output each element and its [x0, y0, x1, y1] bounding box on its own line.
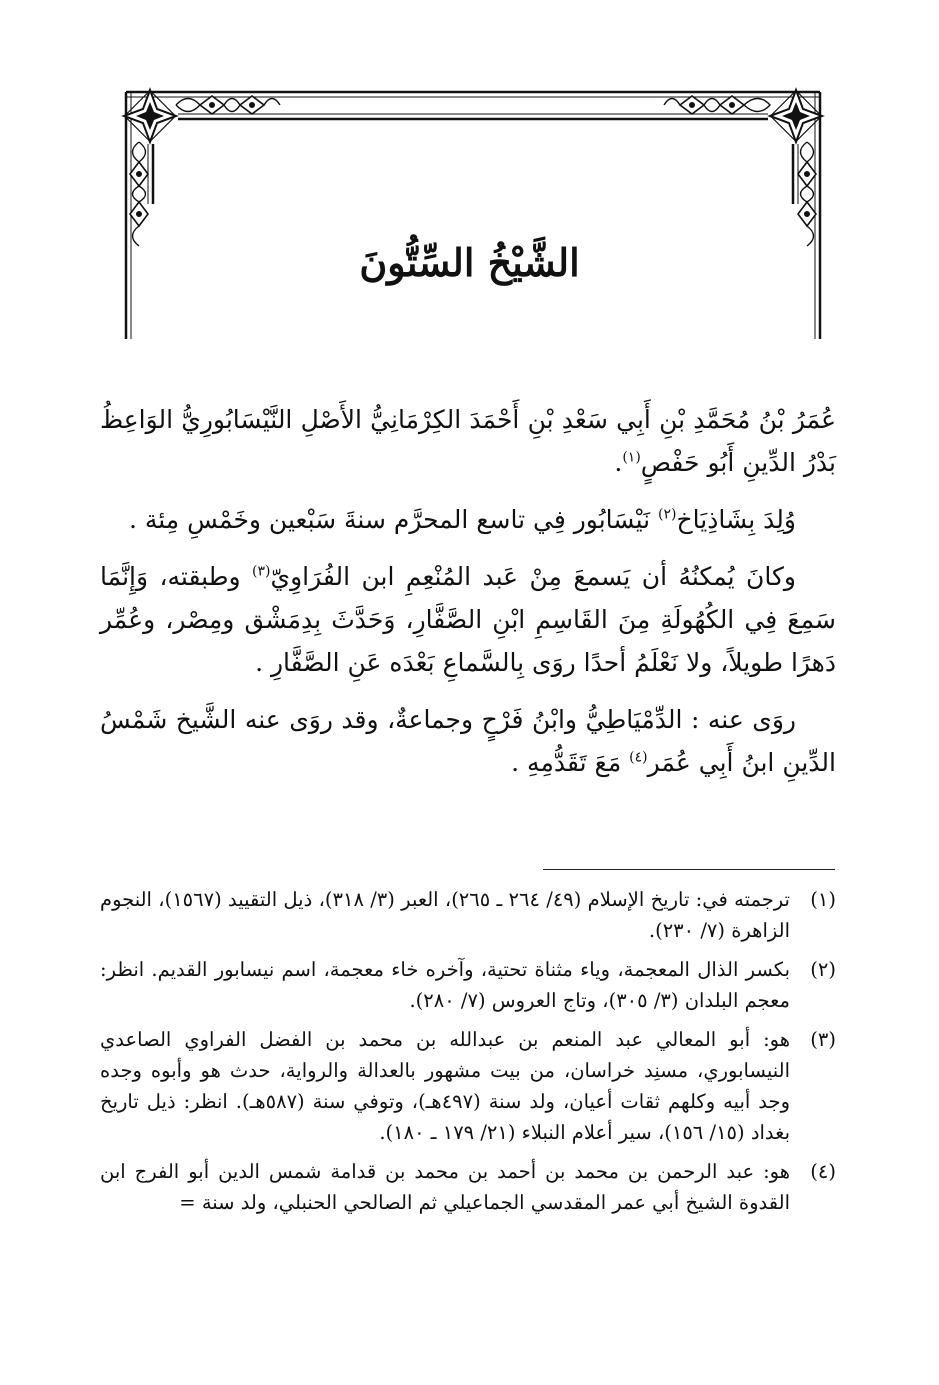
footnote-1	[100, 884, 836, 946]
paragraph-4	[100, 698, 836, 784]
paragraph-text: وُلِدَ بِشَاذِيَاخ	[676, 505, 796, 534]
paragraph-text: عُمَرُ بْنُ مُحَمَّدِ بْنِ أَبِي سَعْدِ بْنِ أَحْمَدَ الكِرْمَانِيُّ الأَصْلِ النَّيْسَابُورِيُّ الوَاعِظُ بَدْرُ الدِّينِ أَبُو حَفْصٍ	[100, 405, 836, 477]
footnote-ref: (٣)	[252, 563, 271, 580]
footnotes	[100, 884, 836, 1226]
ornamental-header-frame	[118, 84, 828, 344]
paragraph-1	[100, 398, 836, 484]
footnote-number: (٤)	[810, 1160, 836, 1183]
footnote-ref: (٤)	[629, 749, 648, 766]
footnote-2	[100, 954, 836, 1016]
footnote-3	[100, 1024, 836, 1148]
footnote-number: (٣)	[810, 1028, 836, 1051]
footnote-ref: (١)	[622, 449, 641, 466]
footnote-4	[100, 1156, 836, 1218]
paragraph-text: نَيْسَابُور فِي تاسع المحرَّم سنةَ سَبْعين وخَمْسِ مِئة .	[128, 505, 659, 534]
paragraph-text: .	[614, 448, 623, 477]
footnote-ref: (٢)	[658, 506, 677, 523]
main-text	[100, 398, 836, 798]
paragraph-text: وكانَ يُمكنُهُ أن يَسمعَ مِنْ عَبد المُنْعِمِ ابن الفُرَاوِيّ	[270, 562, 796, 591]
ornament-border-icon	[118, 84, 828, 344]
paragraph-text: وطبقته، وَإِنَّمَا سَمِعَ فِي الكُهُولَةِ مِنَ القَاسِمِ ابْنِ الصَّفَّارِ، وَحَدَّثَ بِدِمَشْق ومِصْر، وعُمِّر دَهرًا طويلاً، ولا نَعْلَمُ أحدًا روَى بِالسَّماعِ بَعْدَه عَنِ الصَّفَّارِ .	[100, 562, 836, 677]
footnote-number: (١)	[810, 888, 836, 911]
footnote-text: بكسر الذال المعجمة، وياء مثناة تحتية، وآخره خاء معجمة، اسم نيسابور القديم. انظر: معجم البلدان (٣/ ٣٠٥)، وتاج العروس (٧/ ٢٨٠).	[100, 958, 790, 1012]
chapter-heading: الشَّيْخُ السِّتُّونَ	[359, 240, 580, 285]
footnote-text: هو: عبد الرحمن بن محمد بن أحمد بن محمد بن قدامة شمس الدين أبو الفرج ابن القدوة الشيخ أبي عمر المقدسي الجماعيلي ثم الصالحي الحنبلي، ولد سنة =	[100, 1160, 790, 1214]
footnote-text: هو: أبو المعالي عبد المنعم بن عبدالله بن محمد بن الفضل الفراوي الصاعدي النيسابوري، مسنِد خراسان، من بيت مشهور بالعدالة والرواية، حدث هو وأبوه وجده وجد أبيه وكلهم ثقات أعيان، ولد سنة (٤٩٧هـ)، وتوفي سنة (٥٨٧هـ). انظر: ذيل تاريخ بغداد (١٥/ ١٥٦)، سير أعلام النبلاء (٢١/ ١٧٩ ـ ١٨٠).	[100, 1028, 790, 1144]
paragraph-text: روَى عنه : الدِّمْيَاطِيُّ وابْنُ فَرْحٍ وجماعةٌ، وقد روَى عنه الشَّيخ شَمْسُ الدِّينِ ابنُ أَبِي عُمَر	[100, 705, 836, 777]
paragraph-3	[100, 555, 836, 684]
paragraph-text: مَعَ تَقَدُّمِهِ .	[511, 748, 630, 777]
paragraph-2	[100, 498, 836, 541]
footnote-separator	[543, 869, 835, 870]
footnote-text: ترجمته في: تاريخ الإسلام (٤٩/ ٢٦٤ ـ ٢٦٥)، العبر (٣/ ٣١٨)، ذيل التقييد (١٥٦٧)، النجوم الزاهرة (٧/ ٢٣٠).	[100, 888, 790, 942]
footnote-number: (٢)	[810, 958, 836, 981]
